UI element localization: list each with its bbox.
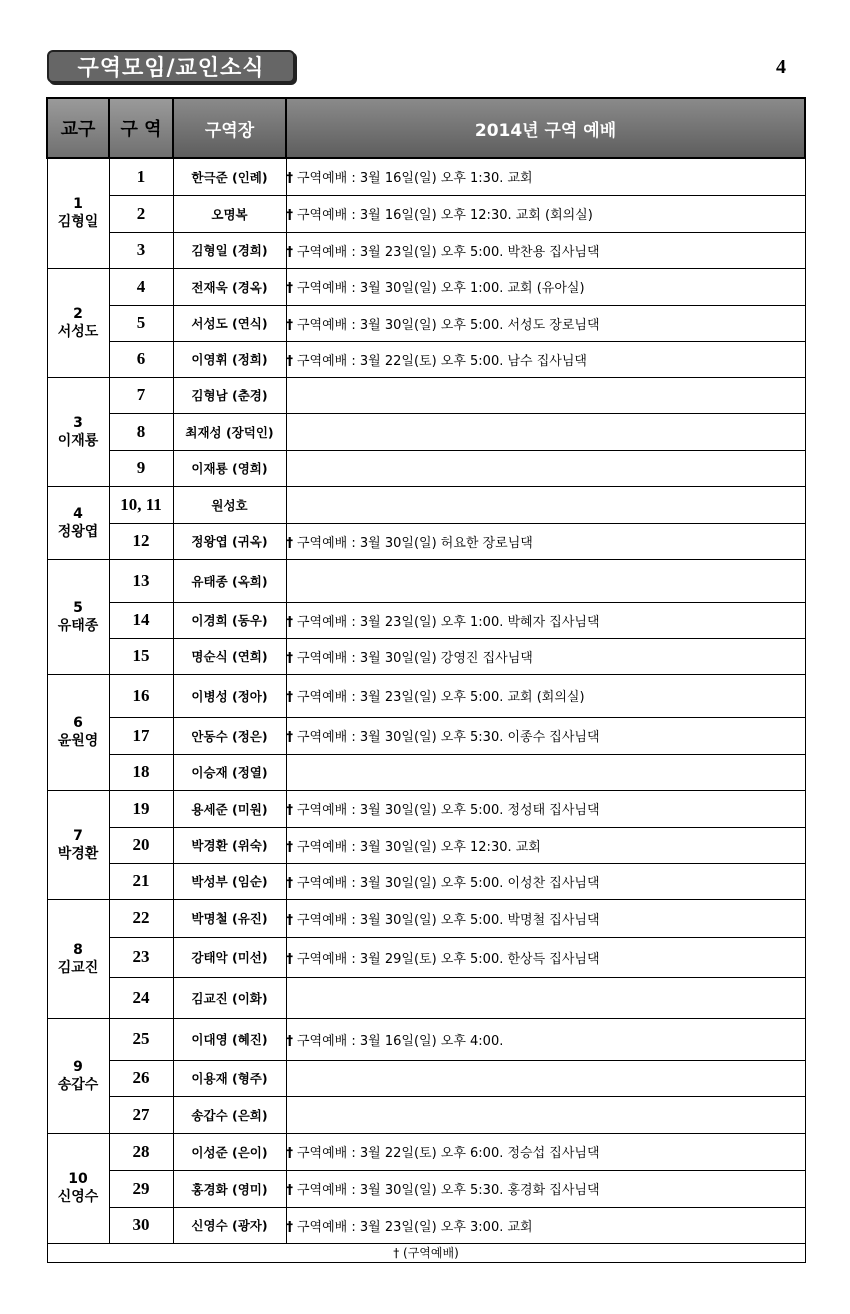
- cell-number: 16: [109, 674, 173, 717]
- cell-number: 5: [109, 305, 173, 341]
- district-number: 10: [68, 1171, 88, 1187]
- cross-icon: †: [286, 244, 293, 260]
- service-text: 구역예배 : 3월 30일(일) 오후 5:00. 박명철 집사님댁: [297, 912, 600, 928]
- service-text: 구역예배 : 3월 23일(일) 오후 5:00. 박찬용 집사님댁: [297, 244, 600, 260]
- table-row: [47, 790, 805, 827]
- cell-number: 8: [109, 413, 173, 450]
- district-name: 박경환: [57, 845, 99, 862]
- cell-number: 1: [109, 158, 173, 195]
- cell-leader: 명순식 (연희): [173, 638, 286, 674]
- district-cell: [47, 899, 109, 1018]
- cell-leader: 이성준 (은이): [173, 1133, 286, 1170]
- table-row: [47, 377, 805, 413]
- cross-icon: †: [286, 912, 293, 928]
- cell-service: [286, 717, 805, 754]
- cell-service: [286, 790, 805, 827]
- table-row: [47, 674, 805, 717]
- cell-leader: 박명철 (유진): [173, 899, 286, 937]
- district-number: 7: [73, 827, 83, 844]
- table-row: [47, 1096, 805, 1133]
- table-row: [47, 413, 805, 450]
- cell-number: 2: [109, 195, 173, 232]
- cross-icon: †: [286, 1033, 293, 1049]
- service-text: 구역예배 : 3월 30일(일) 오후 5:00. 이성찬 집사님댁: [297, 875, 600, 891]
- cell-number: 30: [109, 1207, 173, 1243]
- cell-service: [286, 899, 805, 937]
- cross-icon: †: [286, 208, 293, 223]
- cell-service: [286, 413, 805, 450]
- cell-service: [286, 1133, 805, 1170]
- table-row: [47, 450, 805, 486]
- service-text: 구역예배 : 3월 30일(일) 오후 12:30. 교회: [297, 839, 541, 855]
- district-cell: [47, 377, 109, 486]
- cell-number: 22: [109, 899, 173, 937]
- cell-number: 21: [109, 863, 173, 899]
- service-text: 구역예배 : 3월 30일(일) 오후 5:30. 이종수 집사님댁: [297, 730, 600, 745]
- table-row: [47, 1133, 805, 1170]
- table-row: [47, 827, 805, 863]
- district-cell: [47, 158, 109, 268]
- table-row: [47, 523, 805, 559]
- table-row: [47, 754, 805, 790]
- cell-leader: 이대영 (혜진): [173, 1018, 286, 1060]
- cell-service: [286, 827, 805, 863]
- cell-number: 19: [109, 790, 173, 827]
- cell-leader: 정왕엽 (귀옥): [173, 523, 286, 559]
- schedule-table: [46, 97, 806, 1263]
- cross-icon: †: [286, 650, 293, 666]
- district-number: 3: [73, 414, 83, 431]
- cell-service: [286, 1060, 805, 1096]
- header-district: 교구: [47, 98, 109, 158]
- cross-icon: †: [286, 353, 293, 369]
- district-number: 4: [73, 505, 83, 522]
- cell-service: [286, 674, 805, 717]
- cell-leader: 이용재 (형주): [173, 1060, 286, 1096]
- cross-icon: †: [286, 317, 293, 333]
- cell-number: 12: [109, 523, 173, 559]
- cross-icon: †: [286, 171, 293, 187]
- cell-number: 3: [109, 232, 173, 268]
- table-row: [47, 305, 805, 341]
- cross-icon: †: [286, 875, 293, 891]
- district-name: 신영수: [57, 1189, 99, 1205]
- district-name: 송갑수: [57, 1076, 99, 1093]
- cell-service: [286, 1018, 805, 1060]
- district-number: 5: [73, 599, 83, 616]
- district-number: 8: [73, 941, 83, 958]
- table-row: [47, 717, 805, 754]
- cell-leader: 김교진 (이화): [173, 977, 286, 1018]
- cell-leader: 김형남 (춘경): [173, 377, 286, 413]
- cell-leader: 김형일 (경희): [173, 232, 286, 268]
- table-row: [47, 638, 805, 674]
- district-name: 김교진: [57, 959, 99, 976]
- district-cell: [47, 559, 109, 674]
- cross-icon: †: [286, 281, 293, 296]
- table-row: [47, 899, 805, 937]
- table-row: [47, 158, 805, 195]
- cross-icon: †: [286, 730, 293, 745]
- cell-service: [286, 1170, 805, 1207]
- cell-number: 15: [109, 638, 173, 674]
- cross-icon: †: [286, 1146, 293, 1161]
- page-number: 4: [776, 56, 786, 78]
- cross-icon: †: [286, 839, 293, 855]
- cell-service: [286, 450, 805, 486]
- cell-number: 24: [109, 977, 173, 1018]
- cell-leader: 최재성 (장덕인): [173, 413, 286, 450]
- footer-row: [47, 1243, 805, 1262]
- service-text: 구역예배 : 3월 22일(토) 오후 6:00. 정승섭 집사님댁: [297, 1146, 600, 1161]
- cell-service: [286, 268, 805, 305]
- cell-number: 27: [109, 1096, 173, 1133]
- header-service: 2014년 구역 예배: [286, 98, 805, 158]
- cell-service: [286, 863, 805, 899]
- cross-icon: †: [286, 614, 293, 630]
- cell-service: [286, 602, 805, 638]
- table-row: [47, 863, 805, 899]
- table-row: [47, 559, 805, 602]
- cell-service: [286, 638, 805, 674]
- district-name: 윤원영: [57, 733, 99, 749]
- cell-service: [286, 937, 805, 977]
- table-row: [47, 1170, 805, 1207]
- cell-number: 20: [109, 827, 173, 863]
- district-cell: [47, 790, 109, 899]
- cell-service: [286, 486, 805, 523]
- cell-leader: 유태종 (옥희): [173, 559, 286, 602]
- service-text: 구역예배 : 3월 16일(일) 오후 1:30. 교회: [297, 171, 533, 187]
- cell-service: [286, 1207, 805, 1243]
- service-text: 구역예배 : 3월 30일(일) 오후 5:30. 홍경화 집사님댁: [297, 1183, 600, 1198]
- district-cell: [47, 1018, 109, 1133]
- cell-leader: 강태악 (미선): [173, 937, 286, 977]
- district-name: 이재룡: [57, 432, 99, 449]
- cell-service: [286, 195, 805, 232]
- cell-service: [286, 158, 805, 195]
- cell-service: [286, 232, 805, 268]
- table-header-row: [47, 98, 805, 158]
- table-row: [47, 1207, 805, 1243]
- cell-leader: 이경희 (동우): [173, 602, 286, 638]
- cross-icon: †: [286, 951, 293, 967]
- cell-number: 26: [109, 1060, 173, 1096]
- service-text: 구역예배 : 3월 30일(일) 허요한 장로님댁: [297, 535, 533, 551]
- cell-number: 28: [109, 1133, 173, 1170]
- cell-leader: 이영휘 (정희): [173, 341, 286, 377]
- cell-leader: 원성호: [173, 486, 286, 523]
- cell-number: 13: [109, 559, 173, 602]
- district-number: 9: [73, 1058, 83, 1075]
- cell-leader: 안동수 (정은): [173, 717, 286, 754]
- cross-icon: †: [286, 535, 293, 551]
- cell-number: 29: [109, 1170, 173, 1207]
- cell-service: [286, 377, 805, 413]
- table-row: [47, 1060, 805, 1096]
- header-leader: 구역장: [173, 98, 286, 158]
- table-row: [47, 486, 805, 523]
- district-cell: [47, 486, 109, 559]
- cell-service: [286, 1096, 805, 1133]
- cell-service: [286, 305, 805, 341]
- table-row: [47, 268, 805, 305]
- district-name: 김형일: [57, 214, 99, 231]
- cell-number: 25: [109, 1018, 173, 1060]
- cell-service: [286, 523, 805, 559]
- cell-leader: 홍경화 (영미): [173, 1170, 286, 1207]
- cell-number: 10, 11: [109, 486, 173, 523]
- cell-service: [286, 754, 805, 790]
- cell-number: 7: [109, 377, 173, 413]
- cell-leader: 서성도 (연식): [173, 305, 286, 341]
- district-number: 2: [73, 305, 83, 322]
- section-title: 구역모임/교인소식: [77, 55, 265, 81]
- service-text: 구역예배 : 3월 23일(일) 오후 3:00. 교회: [297, 1219, 533, 1235]
- service-text: 구역예배 : 3월 29일(토) 오후 5:00. 한상득 집사님댁: [297, 951, 600, 967]
- cell-leader: 오명복: [173, 195, 286, 232]
- table-row: [47, 341, 805, 377]
- cross-icon: †: [286, 1219, 293, 1235]
- district-name: 유태종: [57, 617, 99, 634]
- district-cell: [47, 268, 109, 377]
- cell-leader: 박성부 (임순): [173, 863, 286, 899]
- table-row: [47, 977, 805, 1018]
- service-text: 구역예배 : 3월 30일(일) 오후 5:00. 정성태 집사님댁: [297, 803, 600, 818]
- table-row: [47, 602, 805, 638]
- service-text: 구역예배 : 3월 23일(일) 오후 1:00. 박혜자 집사님댁: [297, 614, 600, 630]
- section-title-box: [47, 50, 295, 83]
- table-row: [47, 1018, 805, 1060]
- cell-leader: 이승재 (정열): [173, 754, 286, 790]
- table-row: [47, 195, 805, 232]
- district-name: 정왕엽: [57, 523, 99, 540]
- cell-number: 18: [109, 754, 173, 790]
- service-text: 구역예배 : 3월 30일(일) 오후 5:00. 서성도 장로님댁: [297, 317, 600, 333]
- footer-note: † (구역예배): [47, 1243, 805, 1262]
- table-row: [47, 232, 805, 268]
- cell-number: 6: [109, 341, 173, 377]
- district-name: 서성도: [57, 323, 99, 340]
- district-number: 1: [73, 196, 83, 213]
- district-cell: [47, 1133, 109, 1243]
- service-text: 구역예배 : 3월 30일(일) 오후 1:00. 교회 (유아실): [297, 281, 585, 296]
- cell-number: 4: [109, 268, 173, 305]
- cell-leader: 한극준 (인례): [173, 158, 286, 195]
- cell-number: 9: [109, 450, 173, 486]
- cell-service: [286, 977, 805, 1018]
- district-cell: [47, 674, 109, 790]
- cell-leader: 이병성 (정아): [173, 674, 286, 717]
- cell-leader: 송갑수 (은희): [173, 1096, 286, 1133]
- cell-number: 17: [109, 717, 173, 754]
- cell-leader: 용세준 (미원): [173, 790, 286, 827]
- cell-number: 23: [109, 937, 173, 977]
- cell-service: [286, 559, 805, 602]
- cell-service: [286, 341, 805, 377]
- district-number: 6: [73, 715, 83, 731]
- header-cell: 구 역: [109, 98, 173, 158]
- table-row: [47, 937, 805, 977]
- cell-leader: 신영수 (광자): [173, 1207, 286, 1243]
- cell-leader: 박경환 (위숙): [173, 827, 286, 863]
- cell-number: 14: [109, 602, 173, 638]
- cross-icon: †: [286, 1183, 293, 1198]
- cross-icon: †: [286, 803, 293, 818]
- service-text: 구역예배 : 3월 16일(일) 오후 4:00.: [297, 1033, 504, 1049]
- cell-leader: 전재욱 (경옥): [173, 268, 286, 305]
- service-text: 구역예배 : 3월 16일(일) 오후 12:30. 교회 (회의실): [297, 208, 593, 223]
- service-text: 구역예배 : 3월 22일(토) 오후 5:00. 남수 집사님댁: [297, 353, 587, 369]
- service-text: 구역예배 : 3월 30일(일) 강영진 집사님댁: [297, 650, 533, 666]
- cross-icon: †: [286, 690, 293, 705]
- service-text: 구역예배 : 3월 23일(일) 오후 5:00. 교회 (회의실): [297, 690, 585, 705]
- cell-leader: 이재룡 (영희): [173, 450, 286, 486]
